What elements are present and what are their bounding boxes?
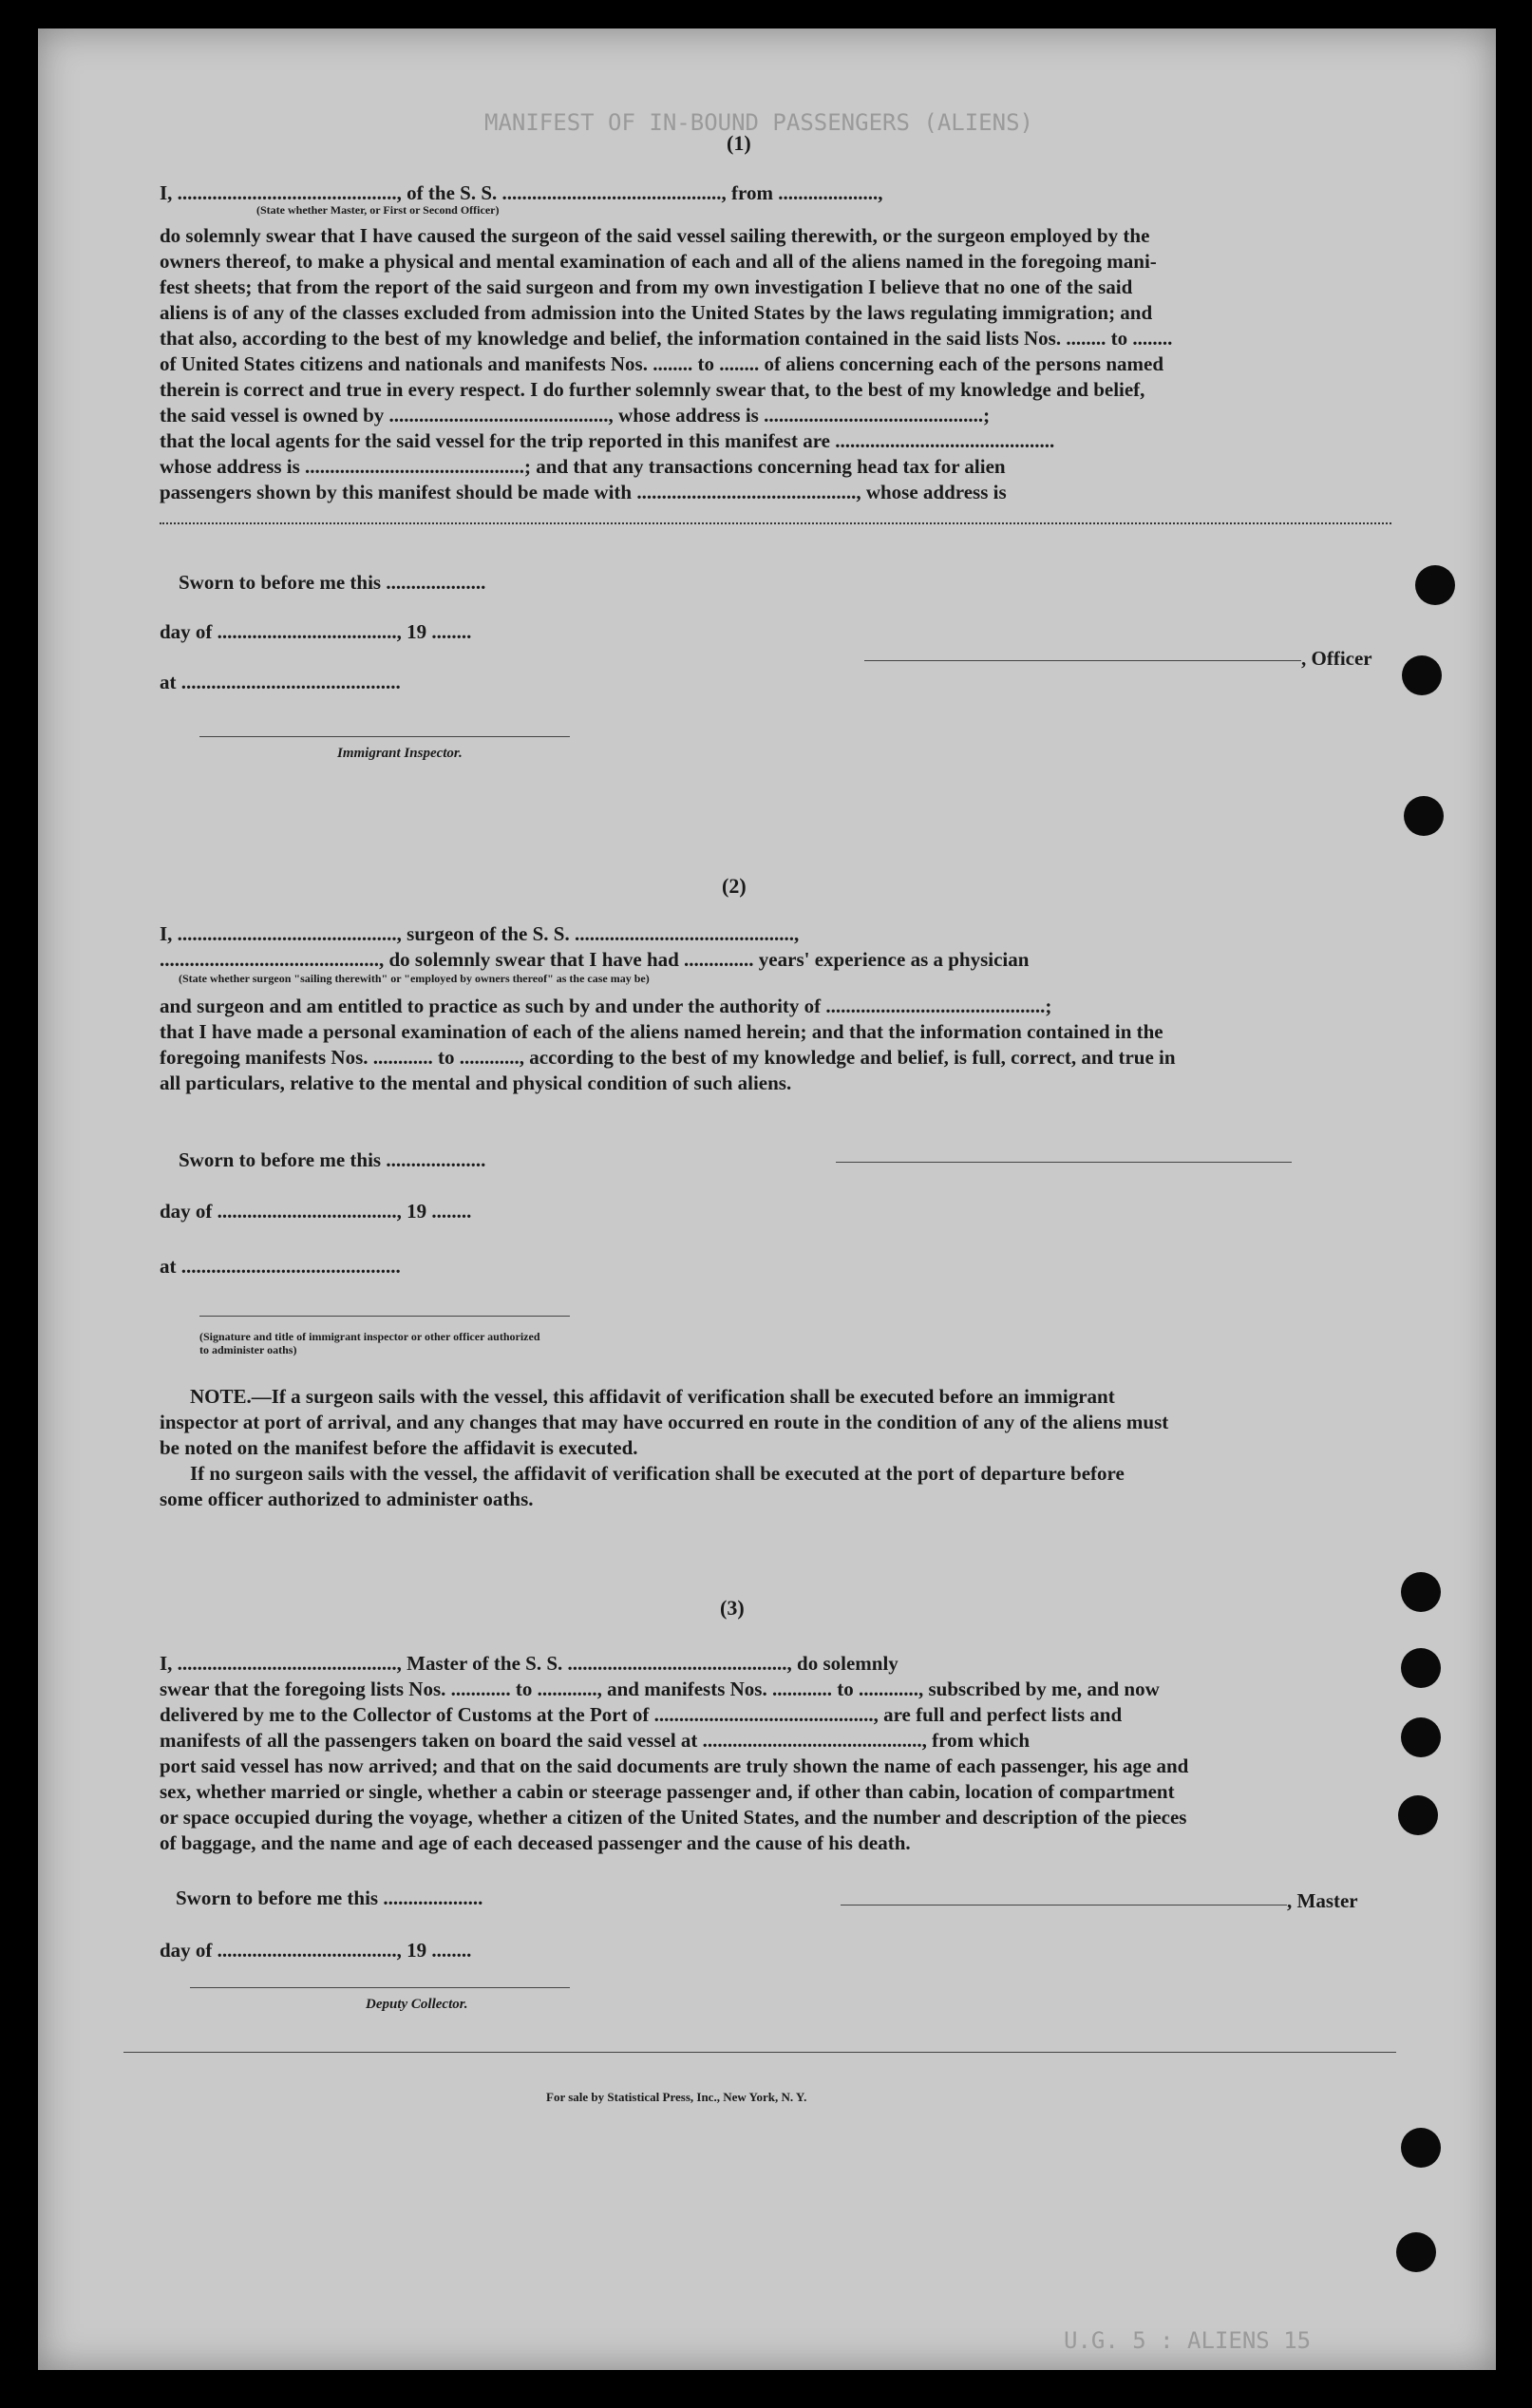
- paragraph-line: port said vessel has now arrived; and that on the said documents are truly shown the name of each passenger, his age and: [160, 1754, 1189, 1777]
- paragraph-line: manifests of all the passengers taken on board the said vessel at ............................................, from which: [160, 1729, 1031, 1752]
- punch-hole: [1415, 565, 1455, 605]
- deputy-collector-label: Deputy Collector.: [366, 1997, 468, 2012]
- section-2-signer-caption: (Signature and title of immigrant inspector or other officer authorized to administer oaths): [199, 1330, 540, 1356]
- section-2-number: (2): [722, 874, 747, 898]
- paragraph-line: that also, according to the best of my knowledge and belief, the information contained in the said lists Nos. ........ to ........: [160, 327, 1173, 350]
- paragraph-line: passengers shown by this manifest should be made with ............................................, whose address is: [160, 481, 1007, 503]
- note-line: If no surgeon sails with the vessel, the affidavit of verification shall be executed at the port of departure before: [190, 1462, 1125, 1485]
- paragraph-line: foregoing manifests Nos. ............ to ............, according to the best of my knowledge and belief, is full, correct, and true in: [160, 1046, 1176, 1069]
- paragraph-line: delivered by me to the Collector of Customs at the Port of ............................................, are full and perfect lists and: [160, 1703, 1123, 1726]
- address-blank-line: [160, 522, 1391, 524]
- paragraph-line: of United States citizens and nationals and manifests Nos. ........ to ........ of aliens concerning each of the persons named: [160, 352, 1164, 375]
- paragraph-line: fest sheets; that from the report of the said surgeon and from my own investigation I believe that no one of the said: [160, 275, 1133, 298]
- section-1-number: (1): [727, 131, 751, 155]
- immigrant-inspector-label: Immigrant Inspector.: [337, 746, 463, 761]
- section-2-caption: (State whether surgeon "sailing therewith" or "employed by owners thereof" as the case may be): [179, 972, 650, 985]
- paragraph-line: sex, whether married or single, whether a cabin or steerage passenger and, if other than cabin, location of compartment: [160, 1780, 1175, 1803]
- bottom-stamp: U.G. 5 : ALIENS 15: [1064, 2327, 1312, 2354]
- punch-hole: [1402, 655, 1442, 695]
- paragraph-line: swear that the foregoing lists Nos. ............ to ............, and manifests Nos. ............ to ............, subscribed by me, and now: [160, 1678, 1160, 1700]
- printer-credit: For sale by Statistical Press, Inc., New York, N. Y.: [546, 2090, 807, 2104]
- paragraph-line: the said vessel is owned by ............................................, whose address is ............................................;: [160, 404, 991, 427]
- paragraph-line: do solemnly swear that I have caused the surgeon of the said vessel sailing therewith, or the surgeon employed by the: [160, 224, 1150, 247]
- paragraph-line: all particulars, relative to the mental and physical condition of such aliens.: [160, 1071, 792, 1094]
- section-1-sworn: Sworn to before me this ....................: [179, 571, 486, 594]
- paragraph-line: whose address is ............................................; and that any transactions concerning head tax for alien: [160, 455, 1006, 478]
- punch-hole: [1396, 2232, 1436, 2272]
- surgeon-signature-line: [836, 1162, 1292, 1163]
- section-1-at: at ............................................: [160, 671, 401, 693]
- paragraph-line: that the local agents for the said vessel for the trip reported in this manifest are ............................................: [160, 429, 1055, 452]
- section-2-day-of: day of ...................................., 19 ........: [160, 1200, 472, 1223]
- oath-officer-signature-line: [199, 1316, 570, 1317]
- section-3-number: (3): [720, 1596, 745, 1620]
- officer-label: , Officer: [1301, 647, 1372, 670]
- section-3-day-of: day of ...................................., 19 ........: [160, 1939, 472, 1962]
- punch-hole: [1398, 1795, 1438, 1835]
- note-line: NOTE.—If a surgeon sails with the vessel, this affidavit of verification shall be executed before an immigrant: [190, 1385, 1115, 1408]
- section-2-at: at ............................................: [160, 1255, 401, 1278]
- note-line: be noted on the manifest before the affidavit is executed.: [160, 1436, 638, 1459]
- section-3-sworn: Sworn to before me this ....................: [176, 1887, 483, 1909]
- master-signature-line: [841, 1905, 1287, 1906]
- punch-hole: [1404, 796, 1444, 836]
- paragraph-line: and surgeon and am entitled to practice as such by and under the authority of ............................................;: [160, 995, 1052, 1017]
- punch-hole: [1401, 1717, 1441, 1757]
- paragraph-line: aliens is of any of the classes excluded from admission into the United States by the laws regulating immigration; and: [160, 301, 1153, 324]
- master-label: , Master: [1287, 1889, 1358, 1912]
- punch-hole: [1401, 1648, 1441, 1688]
- manifest-verification-page: [38, 28, 1496, 2370]
- paragraph-line: of baggage, and the name and age of each deceased passenger and the cause of his death.: [160, 1831, 911, 1854]
- inspector-signature-line: [199, 736, 570, 737]
- section-1-caption: (State whether Master, or First or Second Officer): [256, 203, 500, 217]
- paragraph-line: I, ............................................, Master of the S. S. ............................................, do solemnly: [160, 1652, 898, 1675]
- paragraph-line: therein is correct and true in every respect. I do further solemnly swear that, to the best of my knowledge and belief,: [160, 378, 1145, 401]
- section-2-line-1: I, ............................................, surgeon of the S. S. ............................................,: [160, 922, 800, 945]
- faint-header: MANIFEST OF IN-BOUND PASSENGERS (ALIENS): [484, 109, 1033, 136]
- note-line: inspector at port of arrival, and any changes that may have occurred en route in the condition of any of the aliens must: [160, 1411, 1169, 1433]
- section-1-day-of: day of ...................................., 19 ........: [160, 620, 472, 643]
- footer-rule: [123, 2052, 1396, 2053]
- punch-hole: [1401, 2128, 1441, 2168]
- paragraph-line: that I have made a personal examination of each of the aliens named herein; and that the information contained in the: [160, 1020, 1163, 1043]
- officer-signature-line: [864, 660, 1301, 661]
- paragraph-line: owners thereof, to make a physical and mental examination of each and all of the aliens named in the foregoing mani-: [160, 250, 1157, 273]
- section-2-sworn: Sworn to before me this ....................: [179, 1148, 486, 1171]
- section-2-line-2: ............................................, do solemnly swear that I have had .............. years' experience as a physician: [160, 948, 1030, 971]
- paragraph-line: or space occupied during the voyage, whether a citizen of the United States, and the number and description of the pieces: [160, 1806, 1187, 1829]
- note-line: some officer authorized to administer oaths.: [160, 1488, 534, 1510]
- collector-signature-line: [190, 1987, 570, 1988]
- punch-hole: [1401, 1572, 1441, 1612]
- section-1-line-1: I, ............................................, of the S. S. ............................................, from ....................,: [160, 181, 883, 204]
